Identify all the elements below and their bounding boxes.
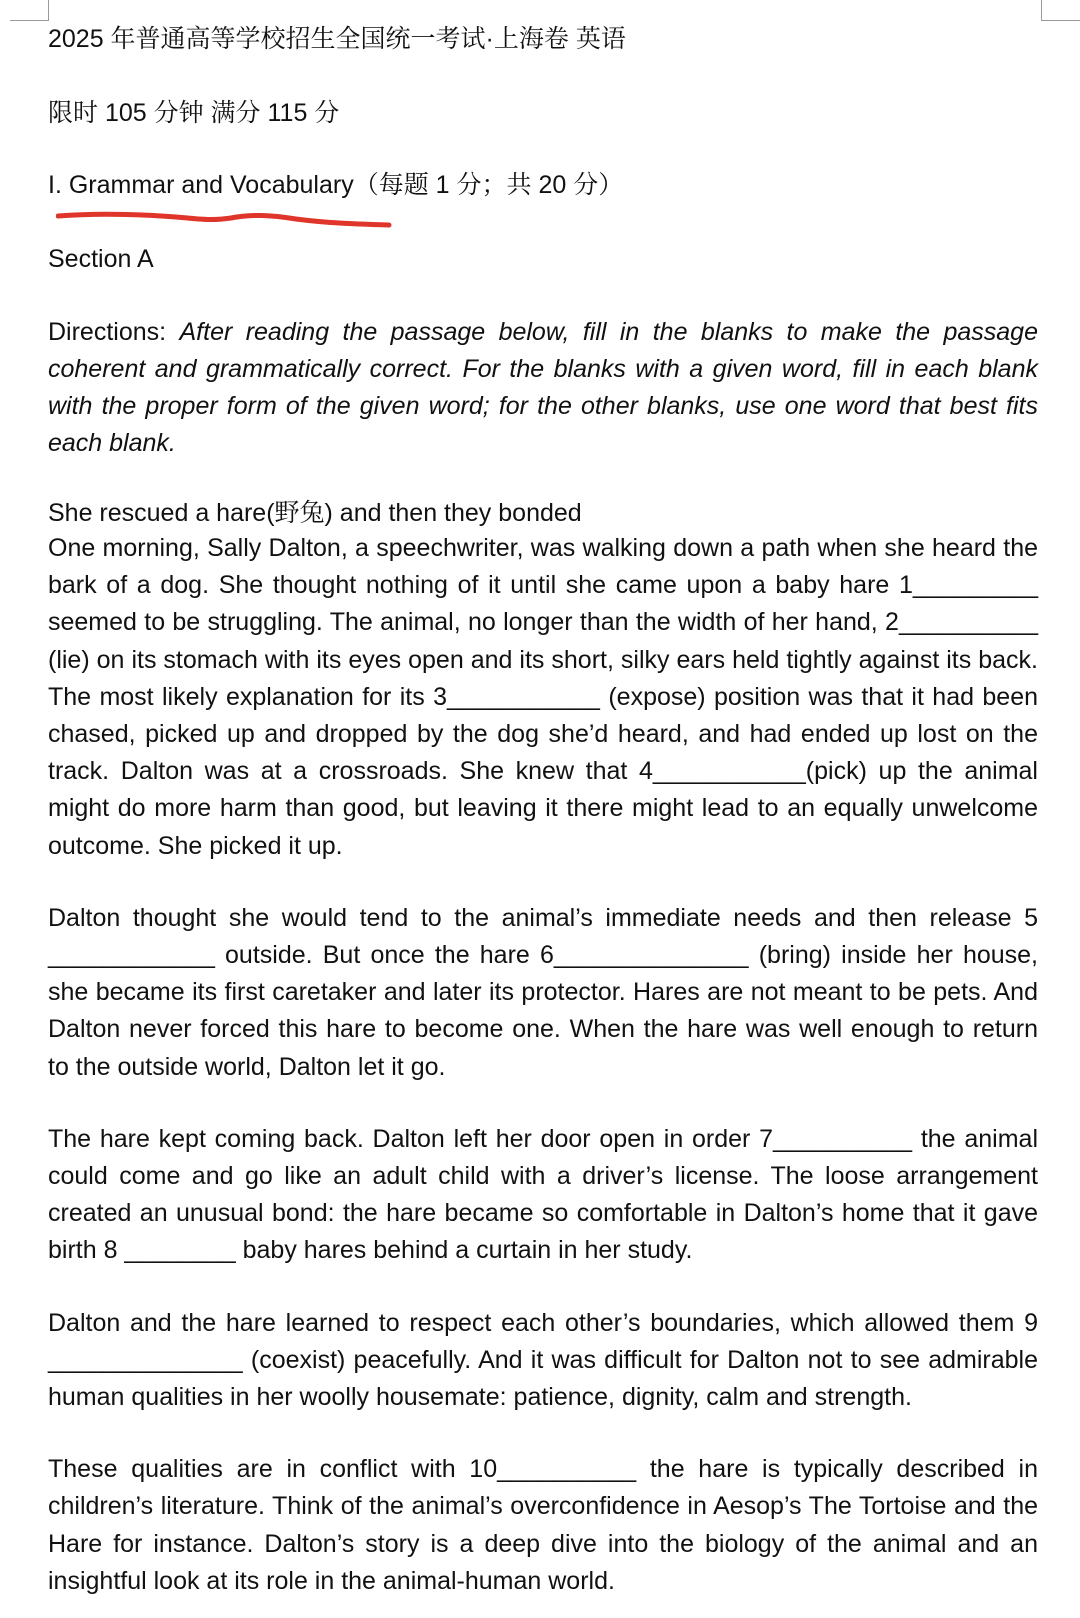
passage-body [48,530,1038,1600]
directions-label: Directions: [48,318,180,346]
exam-time-score: 限时 105 分钟 满分 115 分 [48,99,340,127]
passage-title: She rescued a hare(野兔) and then they bonded [48,499,582,527]
passage-paragraph-2: Dalton thought she would tend to the animal’s immediate needs and then release 5 ____________ outside. But once the hare 6______________ (bring) inside her house, she became its first caretaker and later its protector. Hares are not meant to be pets. And Dalton never forced this hare to become one. When the hare was well enough to return to the outside world, Dalton let it go. [48,903,1038,1081]
part-heading-text: I. Grammar and Vocabulary [48,171,354,199]
directions [48,314,1038,462]
red-underline-stroke [58,214,389,225]
page-corner-mark-right [1041,0,1080,21]
passage-paragraph-5: These qualities are in conflict with 10__________ the hare is typically described in children’s literature. Think of the animal’s overconfidence in Aesop’s The Tortoise and the Hare for instance. Dalton’s story is a deep dive into the biology of the animal and an insightful look at its role in the animal-human world. [48,1455,1038,1595]
part-heading [48,168,1038,202]
section-label: Section A [48,245,154,273]
part-score: （每题 1 分；共 20 分） [353,171,624,199]
passage-paragraph-1: One morning, Sally Dalton, a speechwriter, was walking down a path when she heard the bark of a dog. She thought nothing of it until she came upon a baby hare 1_________ seemed to be struggling. The animal, no longer than the width of her hand, 2__________ (lie) on its stomach with its eyes open and its short, silky ears held tightly against its back. The most likely explanation for its 3___________ (expose) position was that it had been chased, picked up and dropped by the dog she’d heard, and had ended up lost on the track. Dalton was at a crossroads. She knew that 4___________(pick) up the animal might do more harm than good, but leaving it there might lead to an equally unwelcome outcome. She picked it up. [48,534,1038,860]
passage-paragraph-4: Dalton and the hare learned to respect each other’s boundaries, which allowed them 9 ______________ (coexist) peacefully. And it was difficult for Dalton not to see admirable human qualities in her woolly housemate: patience, dignity, calm and strength. [48,1308,1038,1412]
exam-title: 2025 年普通高等学校招生全国统一考试·上海卷 英语 [48,25,626,53]
directions-text: After reading the passage below, fill in the blanks to make the passage coherent and grammatically correct. For the blanks with a given word, fill in each blank with the proper form of the given word; for the other blanks, use one word that best fits each blank. [48,318,1038,457]
exam-page [48,22,1038,1600]
passage-paragraph-3: The hare kept coming back. Dalton left her door open in order 7__________ the animal could come and go like an adult child with a driver’s license. The loose arrangement created an unusual bond: the hare became so comfortable in Dalton’s home that it gave birth 8 ________ baby hares behind a curtain in her study. [48,1124,1038,1265]
red-handwritten-underline [56,208,396,228]
page-corner-mark-left [10,0,49,21]
